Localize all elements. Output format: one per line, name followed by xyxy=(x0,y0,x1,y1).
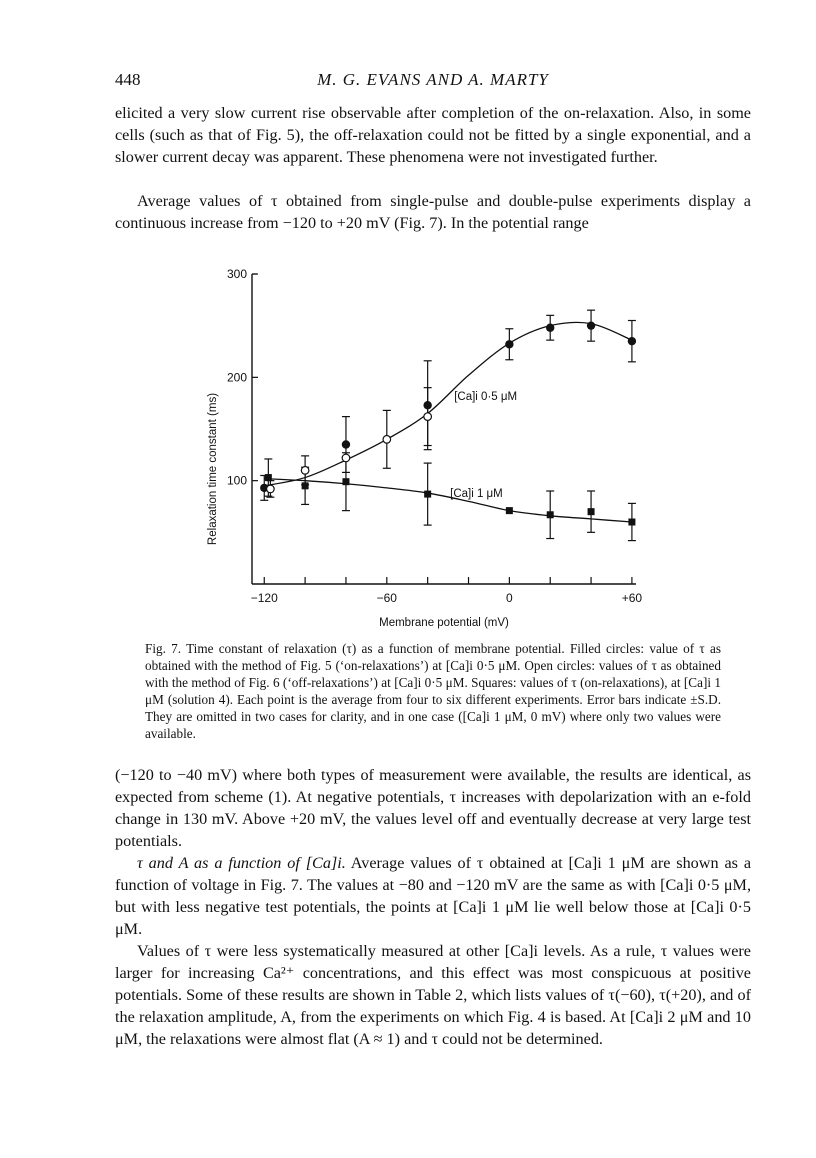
y-tick-label: 200 xyxy=(226,370,247,385)
square-point xyxy=(302,482,309,489)
paragraph-5: Values of τ were less systematically measured at other [Ca]i levels. As a rule, τ values were larger for increasing Ca²⁺ concentrations, and this effect was most conspicuous at positive potentials. Some of these results are shown in Table 2, which lists values of τ(−60), τ(+20), and of the relaxation amplitude, A, from the experiments on which Fig. 4 is based. At [Ca]i 2 μM and 10 μM, the relaxations were almost flat (A ≈ 1) and τ could not be determined. xyxy=(115,942,751,1048)
page-number: 448 xyxy=(115,70,141,89)
chart-labels xyxy=(207,267,642,629)
filled-circle-point xyxy=(342,440,350,448)
filled-circle-point xyxy=(505,340,513,348)
y-axis-label: Relaxation time constant (ms) xyxy=(207,392,219,546)
filled-circle-point xyxy=(546,324,554,332)
open-circle-point xyxy=(424,413,432,421)
series-label-1: [Ca]i 1 μM xyxy=(450,488,503,501)
x-axis-label: Membrane potential (mV) xyxy=(379,617,509,629)
square-point xyxy=(628,519,635,526)
open-circle-point xyxy=(267,485,275,493)
paragraph-4-body: Average values of τ obtained at [Ca]i 1 μM are shown as a function of voltage in Fig. 7. The values at −80 and −120 mV are the same as with [Ca]i 0·5 μM, but with less negative test potentials, the points at [Ca]i 1 μM lie well below those at [Ca]i 0·5 μM. xyxy=(115,854,752,938)
paragraph-4 xyxy=(115,852,751,940)
square-point xyxy=(342,478,349,485)
x-tick-label: +60 xyxy=(621,591,643,605)
filled-circle-point xyxy=(628,337,636,345)
fitted-curves xyxy=(264,322,632,522)
filled-circle-point xyxy=(587,321,595,329)
paragraph-4-heading: τ and A as a function of [Ca]i. xyxy=(137,854,346,872)
open-circle-point xyxy=(383,436,391,444)
error-bars xyxy=(260,310,636,540)
data-points xyxy=(260,321,636,525)
series-label-05: [Ca]i 0·5 μM xyxy=(454,391,518,404)
square-point xyxy=(506,507,513,514)
square-point xyxy=(547,511,554,518)
square-point xyxy=(265,474,272,481)
filled-circle-point xyxy=(423,401,431,409)
square-point xyxy=(424,491,431,498)
fit-curve-2 xyxy=(264,479,632,522)
relaxation-chart xyxy=(200,262,670,634)
square-point xyxy=(588,508,595,515)
x-tick-label: −60 xyxy=(376,591,397,605)
figure-7 xyxy=(200,262,670,634)
running-head: M. G. EVANS AND A. MARTY xyxy=(317,70,549,89)
open-circle-point xyxy=(342,454,350,462)
chart-axes xyxy=(252,274,636,584)
page-header xyxy=(115,70,751,94)
open-circle-point xyxy=(301,467,309,475)
paragraph-1: elicited a very slow current rise observable after completion of the on-relaxation. Also, in some cells (such as that of Fig. 5), the off-relaxation could not be fitted by a single exponential, and a slower current decay was apparent. These phenomena were not investigated further. xyxy=(115,104,751,166)
y-tick-label: 100 xyxy=(226,473,247,488)
fit-curve-1 xyxy=(264,322,632,486)
x-tick-label: −120 xyxy=(250,591,278,605)
figure-caption: Fig. 7. Time constant of relaxation (τ) as a function of membrane potential. Filled circles: value of τ as obtained with the method of Fig. 5 (‘on-relaxations’) at [Ca]i 0·5 μM. Open circles: values of τ as obtained with the method of Fig. 6 (‘off-relaxations’) at [Ca]i 0·5 μM. Squares: values of τ (on-relaxations), at [Ca]i 1 μM (solution 4). Each point is the average from four to six different experiments. Error bars indicate ±S.D. They are omitted in two cases for clarity, and in one case ([Ca]i 1 μM, 0 mV) where only two values were available. xyxy=(145,641,721,741)
x-tick-label: 0 xyxy=(506,591,513,605)
paragraph-3: (−120 to −40 mV) where both types of measurement were available, the results are identical, as expected from scheme (1). At negative potentials, τ increases with depolarization with an e-fold change in 130 mV. Above +20 mV, the values level off and eventually decrease at very large test potentials. xyxy=(115,766,751,850)
y-tick-label: 300 xyxy=(226,267,247,281)
paragraph-2: Average values of τ obtained from single-pulse and double-pulse experiments display a continuous increase from −120 to +20 mV (Fig. 7). In the potential range xyxy=(115,192,751,232)
